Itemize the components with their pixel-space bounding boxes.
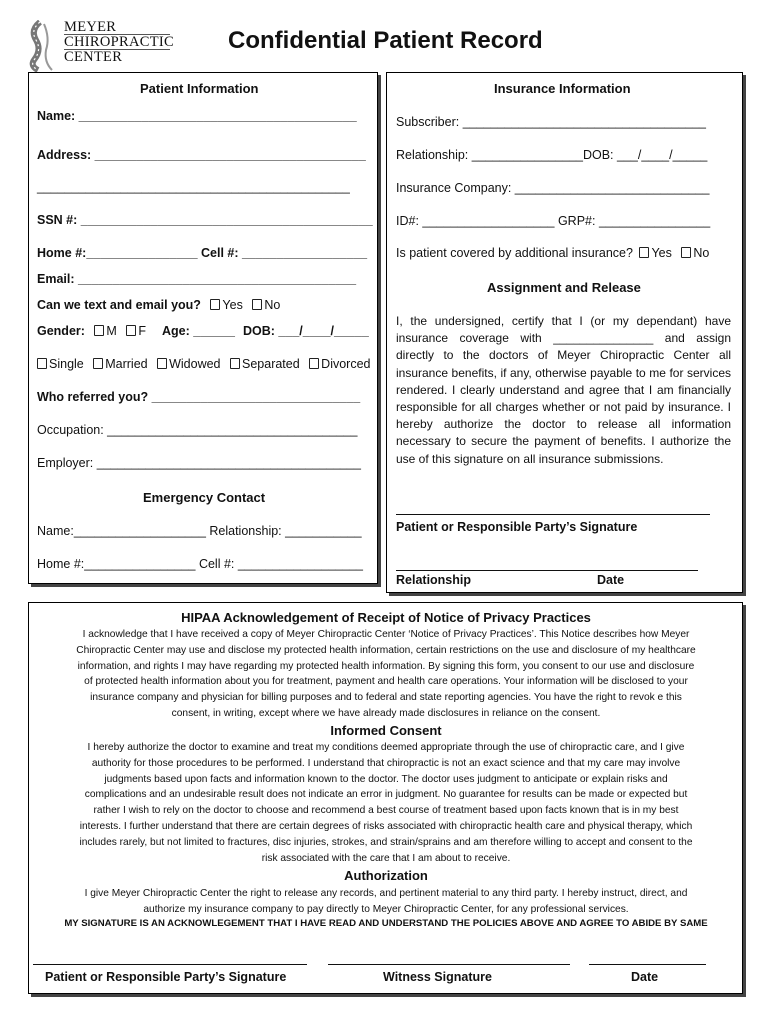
patient-signature-line[interactable]	[33, 964, 307, 965]
authorization-text	[30, 886, 742, 918]
home-phone-field[interactable]: Home #:________________	[37, 246, 198, 260]
clinic-logo	[26, 20, 176, 74]
emergency-contact-heading: Emergency Contact	[143, 490, 266, 505]
consent-line: authority for those procedures to be performed. I understand that chiropractic is not an exact science and that my care may involve	[91, 757, 681, 769]
assignment-heading: Assignment and Release	[487, 280, 641, 295]
hipaa-heading: HIPAA Acknowledgement of Receipt of Notice of Privacy Practices	[181, 610, 591, 625]
age-field[interactable]: Age: ______	[162, 324, 235, 338]
dob-field[interactable]: DOB: ___/____/_____	[243, 324, 369, 338]
hipaa-text	[30, 627, 742, 722]
insurance-info-heading: Insurance Information	[494, 81, 631, 96]
witness-signature-line[interactable]	[328, 964, 570, 965]
divorced-label: Divorced	[321, 357, 371, 371]
signature-date-label: Date	[631, 970, 659, 984]
signature-date-line[interactable]	[589, 964, 706, 965]
separated-label: Separated	[242, 357, 300, 371]
divorced-checkbox[interactable]	[309, 358, 319, 369]
text-no-checkbox[interactable]	[252, 299, 262, 310]
marital-status-row	[31, 357, 371, 371]
consent-line: includes rarely, but not limited to fractures, disc injuries, strokes, and strain/sprains and am therefore willing to accept and consent to the	[79, 836, 693, 848]
additional-yes-checkbox[interactable]	[639, 247, 649, 258]
logo-line-2: CHIROPRACTIC	[64, 34, 174, 50]
emergency-phones-field[interactable]: Home #:________________ Cell #: __________________	[37, 557, 363, 571]
additional-no-label: No	[693, 246, 710, 260]
additional-insurance-row	[396, 246, 709, 260]
consent-line: rather I wish to rely on the doctor to choose and recommend a best course of treatment based upon facts known that is in my best	[93, 805, 679, 817]
additional-yes-label: Yes	[651, 246, 672, 260]
single-checkbox[interactable]	[37, 358, 47, 369]
gender-label: Gender:	[37, 324, 85, 338]
text-no-label: No	[264, 298, 281, 312]
additional-no-checkbox[interactable]	[681, 247, 691, 258]
page-title: Confidential Patient Record	[228, 27, 543, 54]
consent-line: I hereby authorize the doctor to examine and treat my conditions deemed appropriate through the use of chiropractic care, and I give	[87, 742, 685, 753]
patient-info-heading: Patient Information	[140, 81, 259, 96]
email-field[interactable]: Email: ________________________________________	[37, 272, 357, 286]
emergency-name-field[interactable]: Name:___________________ Relationship: ___________	[37, 524, 362, 538]
hipaa-line: information, and rights I may have regarding my protected health information. By signing this form, you consent to our use and disclosure	[77, 660, 695, 672]
gender-m-checkbox[interactable]	[94, 325, 104, 336]
consent-line: interests. I further understand that there are certain degrees of risks associated with chiropractic health care and physical therapy, which	[79, 820, 693, 832]
occupation-field[interactable]: Occupation: ____________________________________	[37, 423, 358, 437]
logo-line-1: MEYER	[64, 20, 170, 35]
text-email-question: Can we text and email you?	[37, 298, 201, 312]
referred-by-field[interactable]: Who referred you? ______________________________	[37, 390, 361, 404]
single-label: Single	[49, 357, 84, 371]
consent-line: complications and an undesirable result does not indicate an error in judgment. No guarantee for results can be made or expected but	[84, 789, 688, 801]
consent-line: risk associated with the care that I am about to receive.	[261, 852, 511, 864]
text-email-consent	[37, 298, 280, 312]
date-label: Date	[597, 573, 625, 587]
gender-f-label: F	[138, 324, 146, 338]
patient-signature-label: Patient or Responsible Party’s Signature	[45, 970, 287, 984]
logo-line-3: CENTER	[64, 49, 123, 65]
ssn-field[interactable]: SSN #: __________________________________________	[37, 213, 373, 227]
witness-signature-label: Witness Signature	[383, 970, 492, 984]
text-yes-label: Yes	[222, 298, 243, 312]
assignment-signature-line[interactable]	[396, 514, 710, 515]
insurance-company-field[interactable]: Insurance Company: ____________________________	[396, 181, 710, 195]
employer-field[interactable]: Employer: ______________________________________	[37, 456, 361, 470]
informed-consent-text	[30, 740, 742, 866]
separated-checkbox[interactable]	[230, 358, 240, 369]
text-yes-checkbox[interactable]	[210, 299, 220, 310]
subscriber-field[interactable]: Subscriber: ___________________________________	[396, 115, 707, 129]
hipaa-line: Chiropractic Center may use and disclose my protected health information, certain restrictions on the use and disclosure of my healthcare	[76, 644, 696, 656]
authorization-line: authorize my insurance company to pay directly to Meyer Chiropractic Center, for any professional services.	[143, 903, 629, 915]
address-field[interactable]: Address: _______________________________________	[37, 148, 366, 162]
id-grp-field[interactable]: ID#: ___________________ GRP#: ________________	[396, 214, 711, 228]
gender-m-label: M	[106, 324, 117, 338]
hipaa-line: consent, in writing, except where we have already made disclosures in reliance on the consent.	[171, 707, 601, 719]
married-checkbox[interactable]	[93, 358, 103, 369]
consent-line: judgments based upon facts and information known to the doctor. The doctor uses judgment to anticipate or explain risks and	[104, 773, 668, 785]
additional-insurance-question: Is patient covered by additional insurance?	[396, 246, 633, 260]
hipaa-line: of protected health information about you for treatment, payment and health care operations. Your information will be disclosed to your	[84, 676, 688, 688]
married-label: Married	[105, 357, 148, 371]
gender-row	[37, 324, 146, 338]
hipaa-line: I acknowledge that I have received a copy of Meyer Chiropractic Center ‘Notice of Privacy Practices’. This Notice describes how Meyer	[82, 629, 690, 640]
relationship-date-line[interactable]	[396, 570, 698, 571]
hipaa-line: insurance company and physician for billing purposes and to federal and state reporting agencies. You have the right to revok e this	[90, 692, 682, 704]
gender-f-checkbox[interactable]	[126, 325, 136, 336]
name-field[interactable]: Name: ________________________________________	[37, 109, 357, 123]
relationship-label: Relationship	[396, 573, 472, 587]
authorization-line: I give Meyer Chiropractic Center the right to release any records, and pertinent material to any third party. I hereby instruct, direct, and	[84, 888, 688, 899]
informed-consent-heading: Informed Consent	[330, 723, 442, 738]
widowed-checkbox[interactable]	[157, 358, 167, 369]
authorization-heading: Authorization	[344, 868, 428, 883]
widowed-label: Widowed	[169, 357, 221, 371]
address-line-2-field[interactable]: _____________________________________________	[37, 180, 350, 194]
assignment-text: I, the undersigned, certify that I (or my dependant) have insurance coverage with _______________ and assign directly to the doctors of Meyer Chiropractic Center all insurance benefits, if any, otherwise payable to me for services rendered. I clearly understand and agree that I am financially responsible for all charges whether or not paid by insurance. I hereby authorize the doctor to release all information necessary to secure the payment of benefits. I authorize the use of this signature on all insurance submissions.	[396, 314, 731, 466]
cell-phone-field[interactable]: Cell #: __________________	[201, 246, 368, 260]
relationship-dob-field[interactable]: Relationship: ________________DOB: ___/____/_____	[396, 148, 708, 162]
spine-icon	[26, 20, 56, 72]
acknowledgement-statement: MY SIGNATURE IS AN ACKNOWLEGEMENT THAT I HAVE READ AND UNDERSTAND THE POLICIES ABOVE AND AGREE TO ABIDE BY SAME	[64, 918, 708, 929]
assignment-signature-label: Patient or Responsible Party’s Signature	[396, 520, 638, 534]
